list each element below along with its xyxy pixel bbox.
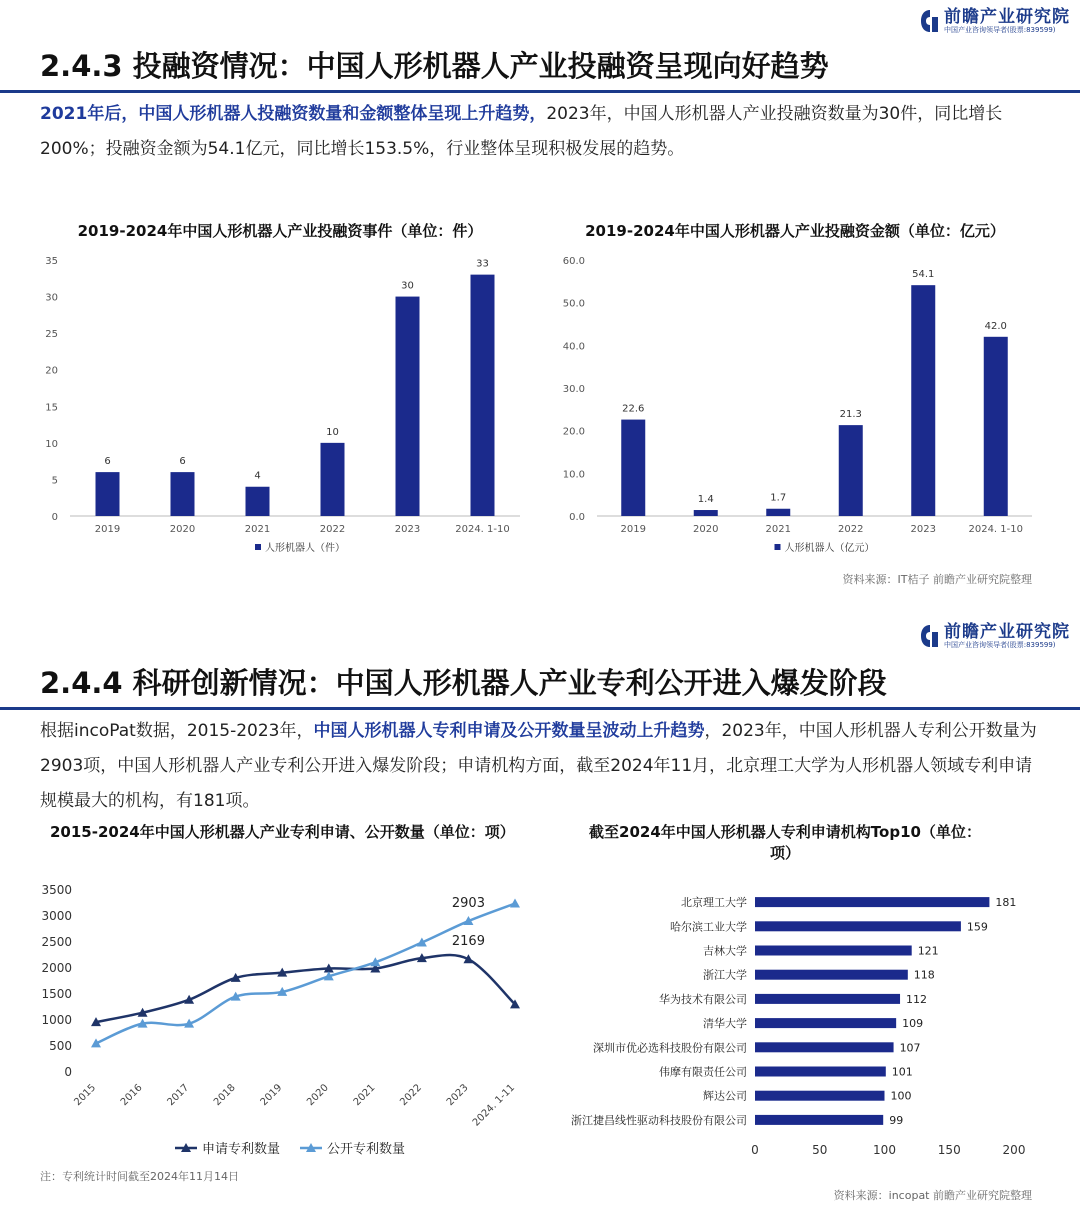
hbar-value-label: 100 bbox=[890, 1089, 912, 1103]
y-tick-label: 50.0 bbox=[562, 298, 585, 310]
chart1-title: 2019-2024年中国人形机器人产业投融资事件（单位：件） bbox=[77, 222, 483, 240]
bar bbox=[766, 509, 790, 516]
bar-value-label: 1.7 bbox=[770, 492, 787, 504]
x-tick-label: 2021 bbox=[765, 524, 791, 535]
y-tick-label: 1500 bbox=[41, 987, 72, 1001]
series-marker bbox=[510, 899, 520, 908]
y-tick-label: 20.0 bbox=[562, 426, 585, 438]
hbar bbox=[755, 921, 961, 931]
chart2-funding-amount bbox=[550, 250, 1040, 570]
section2-source: 资料来源：incopat 前瞻产业研究院整理 bbox=[833, 1189, 1032, 1202]
bar-value-label: 1.4 bbox=[697, 494, 714, 506]
legend-label: 人形机器人（件） bbox=[265, 543, 345, 554]
x-tick-label: 2020 bbox=[693, 524, 719, 535]
section2-paragraph bbox=[40, 714, 1040, 819]
x-tick-label: 2021 bbox=[244, 524, 271, 535]
x-tick-label: 2020 bbox=[169, 524, 196, 535]
y-tick-label: 20 bbox=[45, 365, 58, 377]
section2-title: 2.4.4 科研创新情况：中国人形机器人产业专利公开进入爆发阶段 bbox=[40, 666, 887, 700]
hbar-value-label: 181 bbox=[995, 896, 1017, 910]
section1-source: 资料来源：IT桔子 前瞻产业研究院整理 bbox=[842, 573, 1032, 586]
hbar-value-label: 159 bbox=[966, 920, 988, 934]
hbar-value-label: 121 bbox=[917, 944, 939, 958]
section2-text-a: 根据incoPat数据，2015-2023年， bbox=[40, 721, 314, 741]
brand-sub: 中国产业咨询领导者(股票:839599) bbox=[944, 26, 1056, 34]
y-tick-label: 40.0 bbox=[562, 341, 585, 353]
legend-label: 公开专利数量 bbox=[327, 1142, 406, 1157]
brand-sub-2: 中国产业咨询领导者(股票:839599) bbox=[944, 641, 1056, 649]
bar bbox=[171, 472, 195, 516]
legend-swatch bbox=[775, 544, 781, 550]
y-tick-label: 0 bbox=[51, 512, 58, 523]
y-tick-label: 15 bbox=[45, 402, 58, 414]
y-tick-label: 60.0 bbox=[562, 256, 585, 267]
section1-paragraph bbox=[40, 97, 1040, 167]
brand-logo-2 bbox=[920, 623, 1070, 649]
bar bbox=[246, 487, 270, 516]
section1-text: 2023年，中国人形机器人产业投融资数量为30件，同比增长200%；投融资金额为54.1亿元，同比增长153.5%，行业整体呈现积极发展的趋势。 bbox=[40, 104, 1003, 159]
bar-value-label: 6 bbox=[104, 456, 111, 468]
y-category-label: 北京理工大学 bbox=[681, 896, 747, 910]
section2-highlight: 中国人形机器人专利申请及公开数量呈波动上升趋势 bbox=[313, 721, 705, 741]
x-tick-label: 2022 bbox=[838, 524, 864, 535]
y-tick-label: 1000 bbox=[41, 1013, 72, 1027]
y-category-label: 深圳市优必选科技股份有限公司 bbox=[593, 1041, 747, 1055]
y-tick-label: 3500 bbox=[41, 883, 72, 897]
x-tick-label: 2019 bbox=[94, 524, 121, 535]
section1-rule bbox=[0, 90, 1080, 93]
bar bbox=[96, 472, 120, 516]
x-tick-label: 50 bbox=[812, 1143, 828, 1157]
hbar bbox=[755, 994, 900, 1004]
bar bbox=[839, 425, 863, 516]
point-annotation: 2903 bbox=[451, 896, 485, 912]
hbar bbox=[755, 1067, 886, 1077]
brand-logo-icon bbox=[920, 9, 940, 33]
brand-logo-icon-2 bbox=[920, 624, 940, 648]
legend-label: 申请专利数量 bbox=[202, 1142, 281, 1157]
x-tick-label: 2017 bbox=[165, 1082, 192, 1109]
y-tick-label: 10 bbox=[45, 438, 58, 450]
y-tick-label: 30 bbox=[45, 292, 58, 304]
bar bbox=[694, 510, 718, 516]
hbar bbox=[755, 897, 989, 907]
bar-value-label: 4 bbox=[254, 470, 261, 482]
y-category-label: 清华大学 bbox=[703, 1017, 747, 1031]
hbar bbox=[755, 946, 912, 956]
bar bbox=[621, 420, 645, 516]
x-tick-label: 100 bbox=[873, 1143, 896, 1157]
legend-swatch bbox=[255, 544, 261, 550]
series-line-1 bbox=[96, 904, 515, 1044]
bar bbox=[396, 297, 420, 516]
hbar-value-label: 101 bbox=[891, 1065, 913, 1079]
hbar-value-label: 109 bbox=[902, 1017, 924, 1031]
bar-value-label: 6 bbox=[179, 456, 186, 468]
x-tick-label: 2021 bbox=[351, 1082, 378, 1109]
x-tick-label: 2015 bbox=[72, 1082, 99, 1109]
x-tick-label: 200 bbox=[1002, 1143, 1026, 1157]
y-tick-label: 30.0 bbox=[562, 384, 585, 395]
section1-title: 2.4.3 投融资情况：中国人形机器人产业投融资呈现向好趋势 bbox=[40, 49, 829, 83]
y-category-label: 浙江大学 bbox=[703, 968, 747, 982]
hbar-value-label: 112 bbox=[906, 992, 928, 1006]
x-tick-label: 2024. 1-11 bbox=[470, 1082, 518, 1129]
y-tick-label: 10.0 bbox=[562, 469, 585, 481]
x-tick-label: 150 bbox=[937, 1143, 961, 1157]
x-tick-label: 2016 bbox=[118, 1082, 145, 1109]
hbar-value-label: 107 bbox=[899, 1041, 921, 1055]
bar-value-label: 42.0 bbox=[984, 320, 1007, 332]
legend-label: 人形机器人（亿元） bbox=[784, 543, 875, 554]
y-tick-label: 3000 bbox=[41, 909, 72, 923]
bar-value-label: 21.3 bbox=[839, 409, 862, 421]
y-tick-label: 2500 bbox=[41, 935, 72, 949]
brand-name: 前瞻产业研究院 bbox=[944, 7, 1070, 27]
series-line-0 bbox=[96, 955, 515, 1022]
chart3-patents bbox=[30, 872, 540, 1167]
x-tick-label: 0 bbox=[751, 1143, 759, 1157]
y-tick-label: 2000 bbox=[41, 961, 72, 975]
x-tick-label: 2022 bbox=[398, 1082, 425, 1109]
hbar bbox=[755, 1091, 885, 1101]
brand-logo bbox=[920, 8, 1070, 34]
x-tick-label: 2023 bbox=[444, 1082, 471, 1109]
y-category-label: 华为技术有限公司 bbox=[659, 992, 747, 1006]
hbar bbox=[755, 1018, 896, 1028]
bar-value-label: 10 bbox=[326, 426, 339, 438]
y-category-label: 辉达公司 bbox=[703, 1089, 747, 1103]
hbar-value-label: 99 bbox=[889, 1113, 904, 1127]
y-tick-label: 25 bbox=[45, 329, 58, 341]
bar bbox=[321, 443, 345, 516]
section1-highlight: 2021年后，中国人形机器人投融资数量和金额整体呈现上升趋势， bbox=[40, 104, 547, 124]
chart4-top10 bbox=[550, 880, 1050, 1165]
chart1-funding-events bbox=[30, 250, 530, 570]
chart3-title: 2015-2024年中国人形机器人产业专利申请、公开数量（单位：项） bbox=[50, 823, 515, 841]
bar bbox=[911, 285, 935, 516]
point-annotation: 2169 bbox=[451, 934, 485, 950]
chart4-title: 截至2024年中国人形机器人专利申请机构Top10（单位：项） bbox=[589, 823, 981, 862]
bar bbox=[471, 275, 495, 516]
y-tick-label: 5 bbox=[51, 475, 58, 487]
bar-value-label: 54.1 bbox=[912, 269, 935, 281]
hbar-value-label: 118 bbox=[913, 968, 935, 982]
brand-name-2: 前瞻产业研究院 bbox=[944, 622, 1070, 642]
y-category-label: 哈尔滨工业大学 bbox=[670, 920, 747, 934]
section2-note: 注：专利统计时间截至2024年11月14日 bbox=[40, 1170, 239, 1183]
hbar bbox=[755, 970, 908, 980]
bar-value-label: 30 bbox=[401, 280, 414, 292]
x-tick-label: 2024. 1-10 bbox=[455, 524, 510, 535]
x-tick-label: 2019 bbox=[258, 1082, 285, 1109]
chart2-title: 2019-2024年中国人形机器人产业投融资金额（单位：亿元） bbox=[585, 222, 1005, 240]
bar-value-label: 22.6 bbox=[622, 403, 645, 415]
y-category-label: 吉林大学 bbox=[703, 944, 747, 958]
y-tick-label: 500 bbox=[49, 1039, 72, 1053]
x-tick-label: 2022 bbox=[319, 524, 346, 535]
x-tick-label: 2020 bbox=[305, 1082, 331, 1109]
x-tick-label: 2023 bbox=[394, 524, 421, 535]
y-tick-label: 35 bbox=[45, 256, 58, 267]
bar-value-label: 33 bbox=[476, 258, 489, 270]
y-category-label: 伟摩有限责任公司 bbox=[659, 1065, 747, 1079]
bar bbox=[984, 337, 1008, 516]
x-tick-label: 2024. 1-10 bbox=[968, 524, 1024, 535]
hbar bbox=[755, 1115, 883, 1125]
section2-text-b: ，2023年，中国人形机器人专利公开数量为2903项，中国人形机器人产业专利公开进入爆发阶段；申请机构方面，截至2024年11月，北京理工大学为人形机器人领域专利申请规模最大的机构，有181项。 bbox=[40, 721, 1037, 811]
hbar bbox=[755, 1042, 894, 1052]
x-tick-label: 2023 bbox=[910, 524, 936, 535]
x-tick-label: 2018 bbox=[212, 1082, 238, 1109]
section2-rule bbox=[0, 707, 1080, 710]
y-tick-label: 0 bbox=[64, 1065, 72, 1079]
y-category-label: 浙江捷昌线性驱动科技股份有限公司 bbox=[571, 1113, 747, 1127]
x-tick-label: 2019 bbox=[620, 524, 646, 535]
y-tick-label: 0.0 bbox=[569, 512, 585, 523]
